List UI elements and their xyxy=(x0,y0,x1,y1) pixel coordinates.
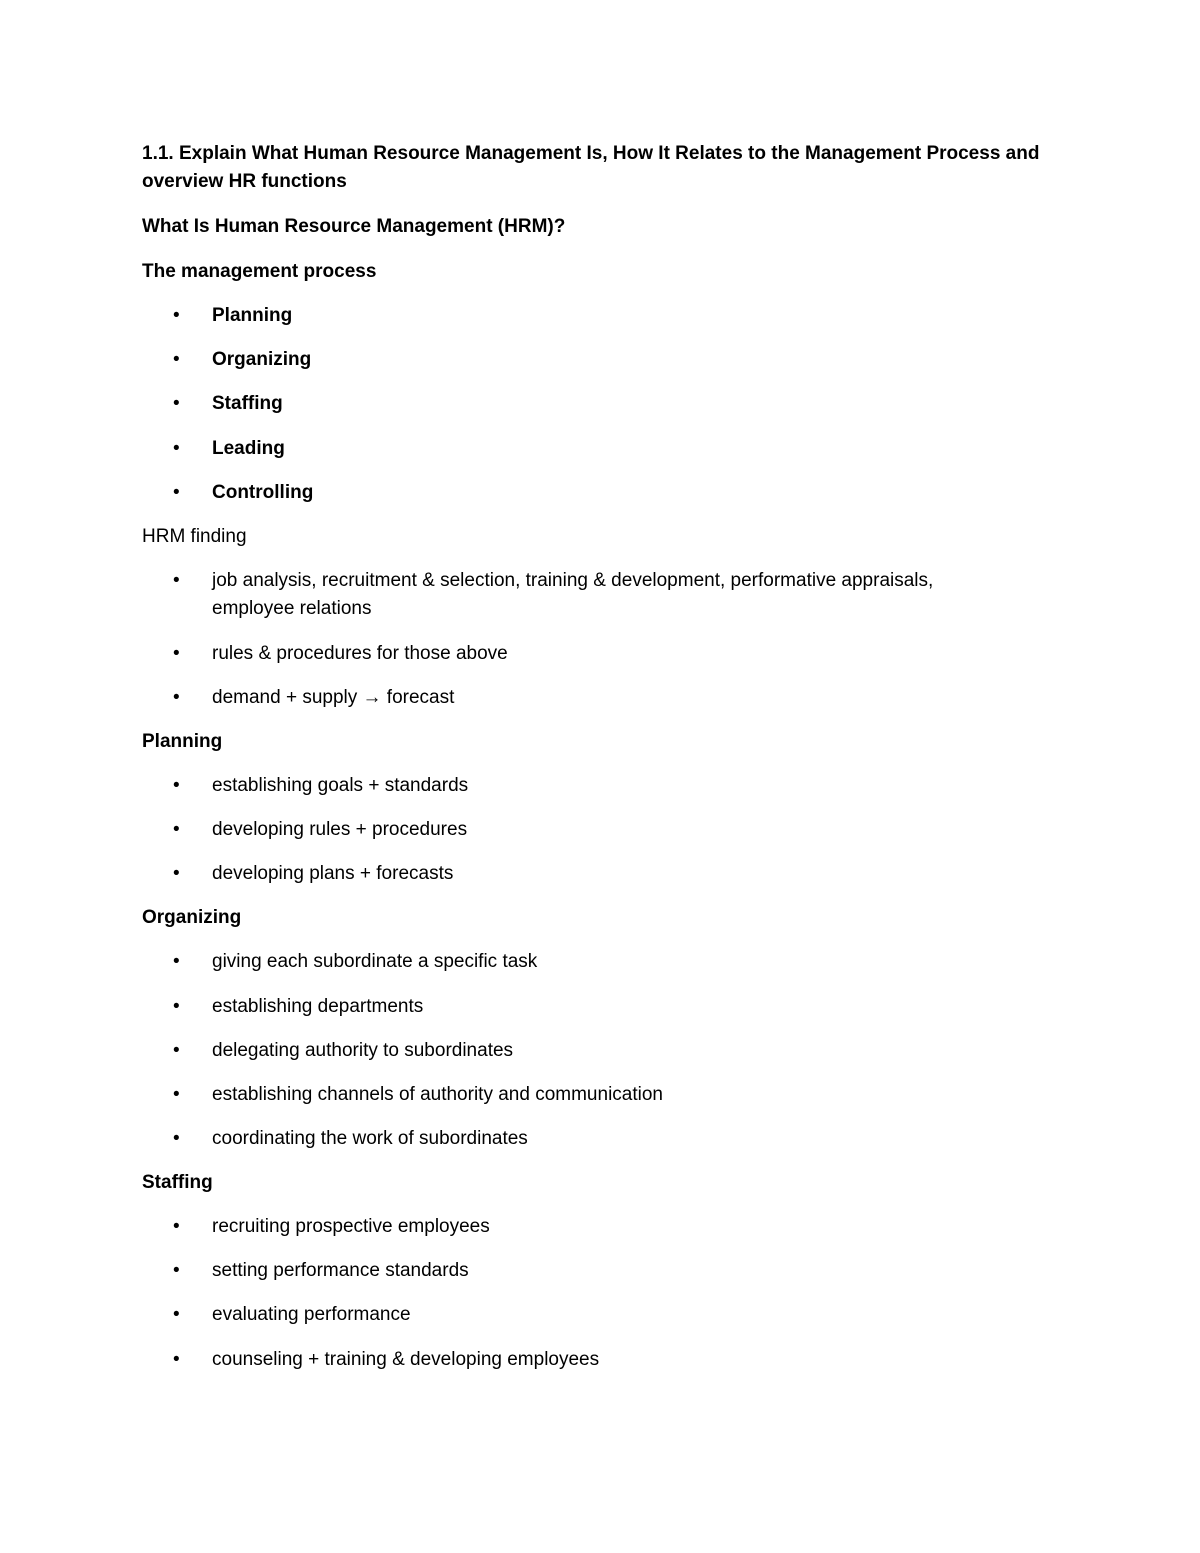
list-item: Controlling xyxy=(212,482,314,503)
list-item: setting performance standards xyxy=(212,1260,469,1281)
bullet-icon: • xyxy=(173,951,180,972)
heading-management-process: The management process xyxy=(142,261,377,282)
list-item: establishing goals + standards xyxy=(212,775,469,796)
bullet-icon: • xyxy=(173,393,180,414)
subtitle-hrm: What Is Human Resource Management (HRM)? xyxy=(142,216,566,237)
bullet-icon: • xyxy=(173,819,180,840)
bullet-icon: • xyxy=(173,305,180,326)
list-item: giving each subordinate a specific task xyxy=(212,951,538,972)
bullet-icon: • xyxy=(173,643,180,664)
bullet-icon: • xyxy=(173,1040,180,1061)
list-item: Leading xyxy=(212,438,285,459)
bullet-icon: • xyxy=(173,1260,180,1281)
list-item: counseling + training & developing employees xyxy=(212,1349,600,1370)
bullet-icon: • xyxy=(173,1304,180,1325)
bullet-icon: • xyxy=(173,570,180,591)
bullet-icon: • xyxy=(173,996,180,1017)
hrm-finding-label: HRM finding xyxy=(142,526,247,547)
list-item: establishing channels of authority and communication xyxy=(212,1084,663,1105)
heading-staffing: Staffing xyxy=(142,1172,213,1193)
bullet-icon: • xyxy=(173,1128,180,1149)
bullet-icon: • xyxy=(173,863,180,884)
bullet-icon: • xyxy=(173,438,180,459)
list-item: evaluating performance xyxy=(212,1304,411,1325)
list-item: developing plans + forecasts xyxy=(212,863,454,884)
bullet-icon: • xyxy=(173,1216,180,1237)
heading-organizing: Organizing xyxy=(142,907,242,928)
document-title: 1.1. Explain What Human Resource Management Is, How It Relates to the Management Process and overview HR functions xyxy=(142,143,1040,192)
list-item: rules & procedures for those above xyxy=(212,643,508,664)
list-item: recruiting prospective employees xyxy=(212,1216,490,1237)
bullet-icon: • xyxy=(173,482,180,503)
list-item: establishing departments xyxy=(212,996,424,1017)
bullet-icon: • xyxy=(173,1349,180,1370)
list-item: job analysis, recruitment & selection, training & development, performative appraisals, employee relations xyxy=(212,570,934,619)
list-item: demand + supply → forecast xyxy=(212,687,455,708)
list-item: Staffing xyxy=(212,393,283,414)
list-item: Organizing xyxy=(212,349,312,370)
bullet-icon: • xyxy=(173,687,180,708)
list-item: developing rules + procedures xyxy=(212,819,468,840)
list-item: delegating authority to subordinates xyxy=(212,1040,514,1061)
bullet-icon: • xyxy=(173,775,180,796)
heading-planning: Planning xyxy=(142,731,223,752)
list-item: coordinating the work of subordinates xyxy=(212,1128,528,1149)
bullet-icon: • xyxy=(173,1084,180,1105)
bullet-icon: • xyxy=(173,349,180,370)
list-item: Planning xyxy=(212,305,293,326)
